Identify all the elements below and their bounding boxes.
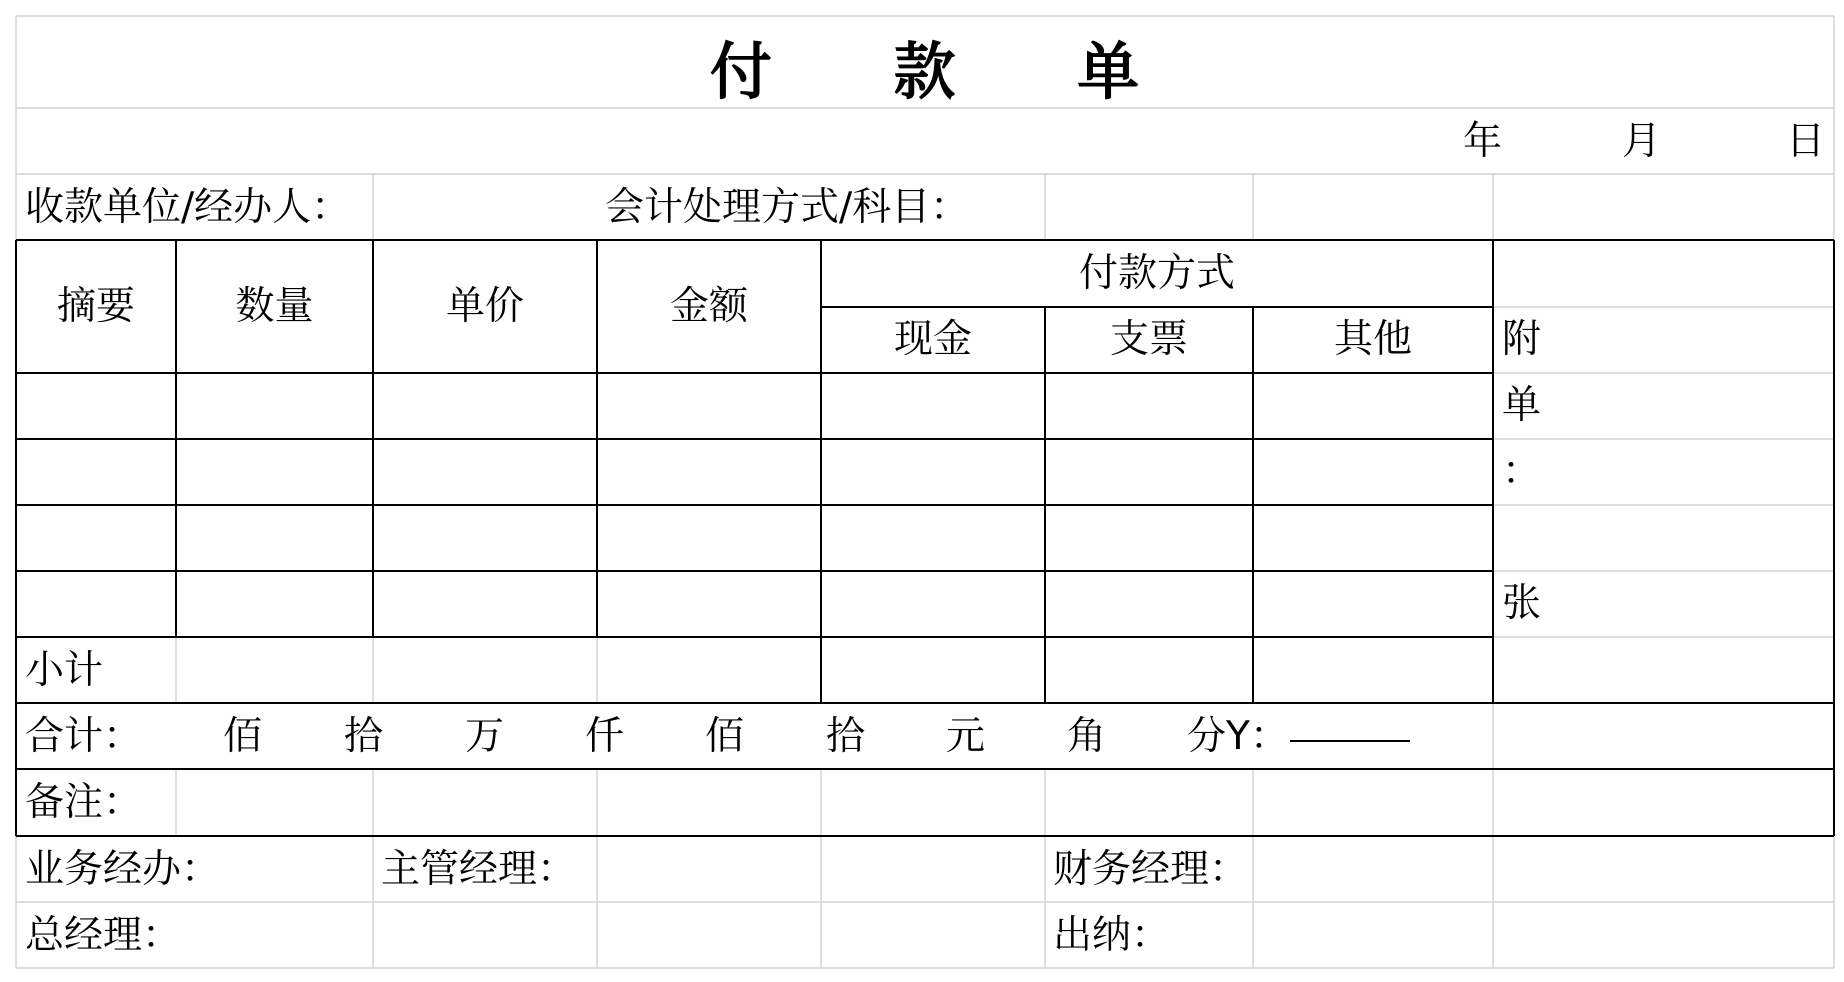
col-unit-price: 单价 [445,284,524,329]
cashier-label: 出纳： [1053,913,1171,958]
col-quantity: 数量 [235,284,314,329]
attachment-char-2: 单 [1502,383,1542,428]
unit-wan: 万 [465,714,505,759]
accounting-method-label: 会计处理方式/科目： [605,185,970,230]
unit-ten-million: 拾 [344,714,384,759]
unit-thousand: 仟 [585,714,625,759]
clerk-label: 业务经办： [25,847,221,892]
total-amount-blank[interactable] [1290,740,1410,742]
payee-label: 收款单位/经办人： [25,185,351,230]
attachment-char-4: 张 [1502,581,1542,626]
unit-hundred: 佰 [705,714,745,759]
date-day-label: 日 [1786,119,1826,164]
unit-fen: 分Y： [1187,714,1289,759]
finance-manager-label: 财务经理： [1053,847,1249,892]
attachment-char-1: 附 [1502,317,1542,362]
col-other: 其他 [1333,317,1412,362]
col-payment-method: 付款方式 [1078,251,1235,296]
date-year-label: 年 [1463,119,1503,164]
date-month-label: 月 [1622,119,1662,164]
supervisor-label: 主管经理： [381,847,577,892]
unit-yuan: 元 [946,714,986,759]
general-manager-label: 总经理： [25,913,182,958]
col-amount: 金额 [669,284,748,329]
unit-ten: 拾 [826,714,866,759]
unit-jiao: 角 [1067,714,1107,759]
unit-hundred-million: 佰 [223,714,263,759]
col-summary: 摘要 [56,284,135,329]
remarks-label: 备注： [25,780,143,825]
subtotal-label: 小计 [25,648,104,693]
col-cash: 现金 [893,317,972,362]
col-cheque: 支票 [1109,317,1188,362]
page-title: 付 款 单 [709,35,1190,108]
attachment-char-3: ： [1502,449,1542,494]
total-label: 合计： [25,714,143,759]
